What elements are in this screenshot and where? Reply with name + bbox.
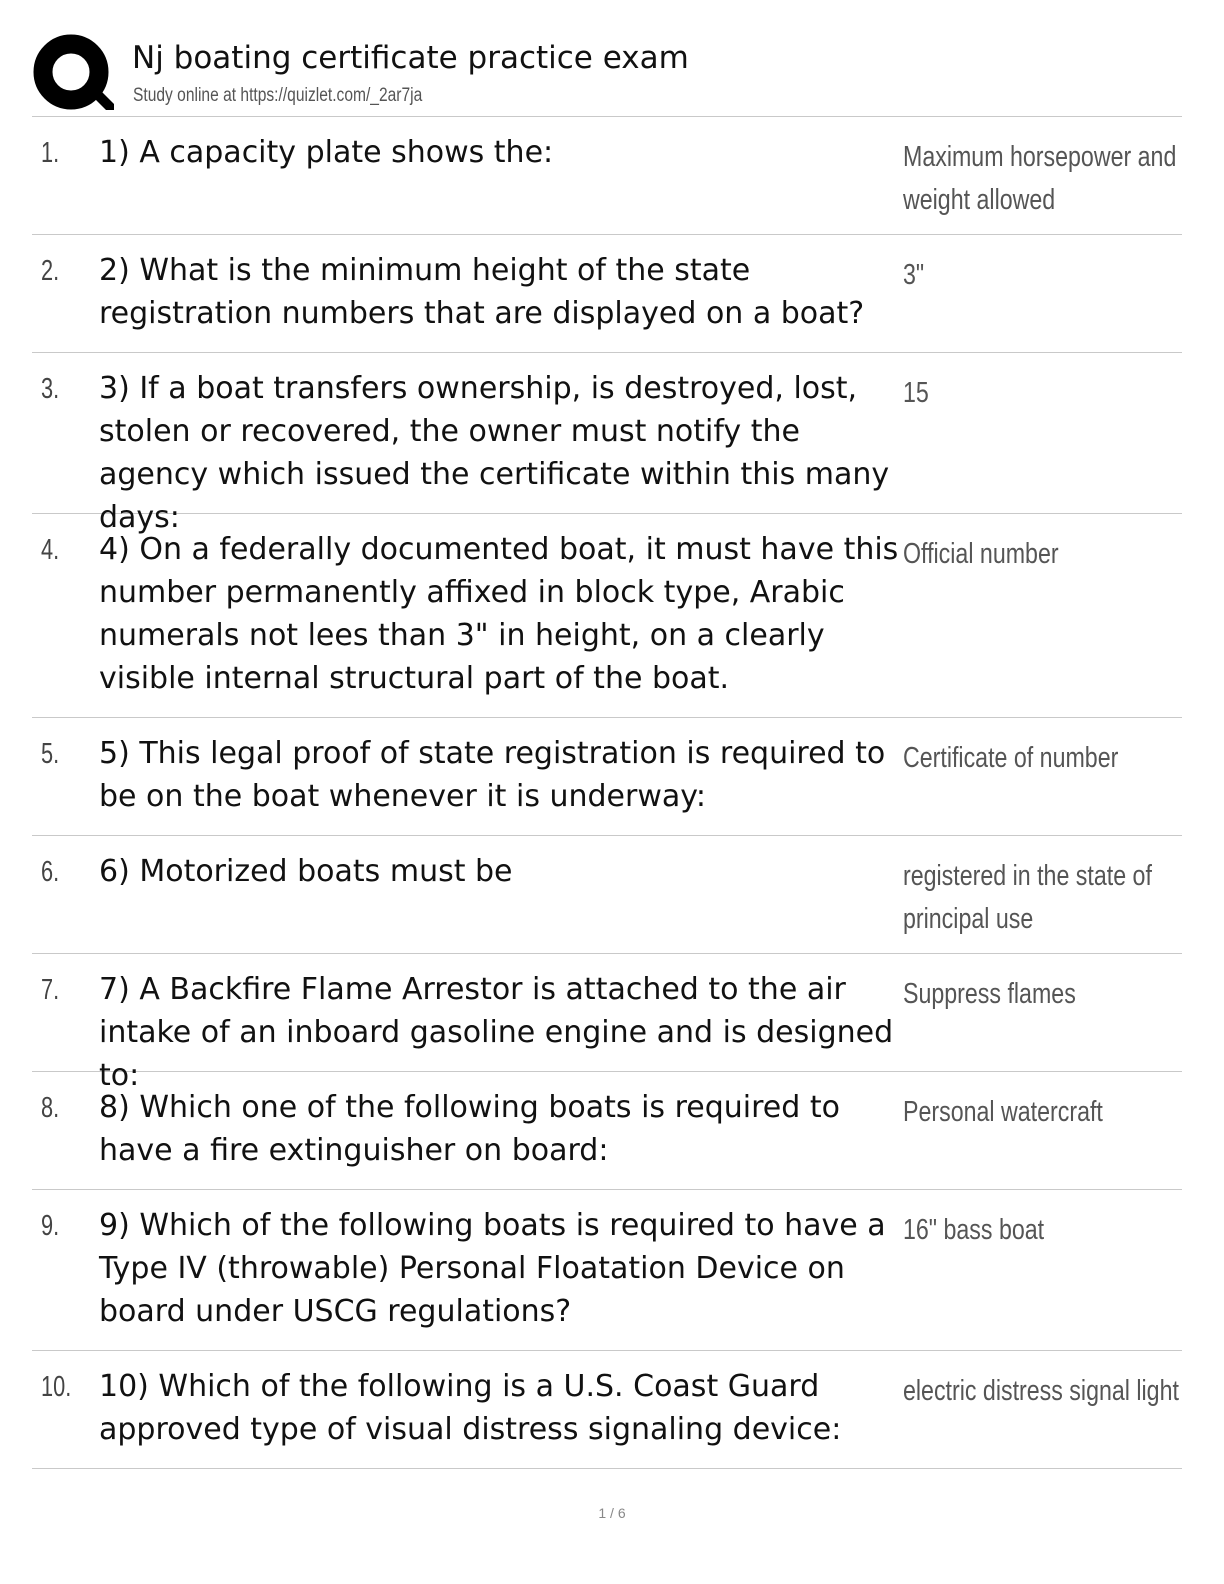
term-number: 5. bbox=[41, 738, 60, 770]
page-title: Nj boating certificate practice exam bbox=[132, 40, 689, 76]
flashcard-list bbox=[32, 116, 1182, 1469]
term-answer: Suppress flames bbox=[903, 978, 1076, 1010]
term-row bbox=[32, 954, 1182, 1093]
term-answer: 15 bbox=[903, 377, 929, 409]
term-row bbox=[32, 235, 1182, 353]
term-question: 7) A Backfire Flame Arrestor is attached to the air intake of an inboard gasoline engine and is designed to: bbox=[99, 972, 894, 1093]
term-row bbox=[32, 1190, 1182, 1351]
term-number: 9. bbox=[41, 1210, 60, 1242]
term-number: 10. bbox=[41, 1371, 72, 1403]
term-number: 7. bbox=[41, 974, 60, 1006]
quizlet-logo-icon bbox=[32, 34, 114, 112]
term-question: 1) A capacity plate shows the: bbox=[99, 135, 554, 170]
term-answer: 3" bbox=[903, 259, 925, 291]
term-answer: registered in the state of principal use bbox=[903, 860, 1152, 935]
page-header bbox=[32, 34, 1182, 116]
term-question: 5) This legal proof of state registration is required to be on the boat whenever it is underway: bbox=[99, 736, 886, 814]
term-question: 8) Which one of the following boats is required to have a fire extinguisher on board: bbox=[99, 1090, 840, 1168]
study-online-link[interactable]: Study online at https://quizlet.com/_2ar7ja bbox=[133, 85, 423, 106]
term-question: 10) Which of the following is a U.S. Coast Guard approved type of visual distress signaling device: bbox=[99, 1369, 842, 1447]
term-answer: 16" bass boat bbox=[903, 1214, 1045, 1246]
term-number: 4. bbox=[41, 534, 60, 566]
term-answer: Personal watercraft bbox=[903, 1096, 1103, 1128]
term-row bbox=[32, 1351, 1182, 1469]
term-row bbox=[32, 514, 1182, 718]
page-indicator: 1 / 6 bbox=[598, 1505, 626, 1521]
term-row bbox=[32, 1072, 1182, 1190]
term-row bbox=[32, 718, 1182, 836]
term-question: 3) If a boat transfers ownership, is destroyed, lost, stolen or recovered, the owner must notify the agency which issued the certificate within this many days: bbox=[99, 371, 890, 535]
term-question: 4) On a federally documented boat, it must have this number permanently affixed in block type, Arabic numerals not lees than 3" in height, on a clearly visible internal structural part of the boat. bbox=[99, 532, 899, 696]
term-row bbox=[32, 353, 1182, 535]
term-answer: Official number bbox=[903, 538, 1059, 570]
term-number: 1. bbox=[41, 137, 60, 169]
term-answer: electric distress signal light bbox=[903, 1375, 1179, 1407]
term-row bbox=[32, 117, 1182, 235]
term-question: 9) Which of the following boats is required to have a Type IV (throwable) Personal Floatation Device on board under USCG regulations? bbox=[99, 1208, 886, 1329]
term-row bbox=[32, 836, 1182, 954]
term-number: 3. bbox=[41, 373, 60, 405]
term-number: 2. bbox=[41, 255, 60, 287]
term-number: 8. bbox=[41, 1092, 60, 1124]
term-answer: Maximum horsepower and weight allowed bbox=[903, 141, 1177, 216]
term-answer: Certificate of number bbox=[903, 742, 1119, 774]
term-question: 2) What is the minimum height of the state registration numbers that are displayed on a boat? bbox=[99, 253, 865, 331]
term-number: 6. bbox=[41, 856, 60, 888]
term-question: 6) Motorized boats must be bbox=[99, 854, 513, 889]
